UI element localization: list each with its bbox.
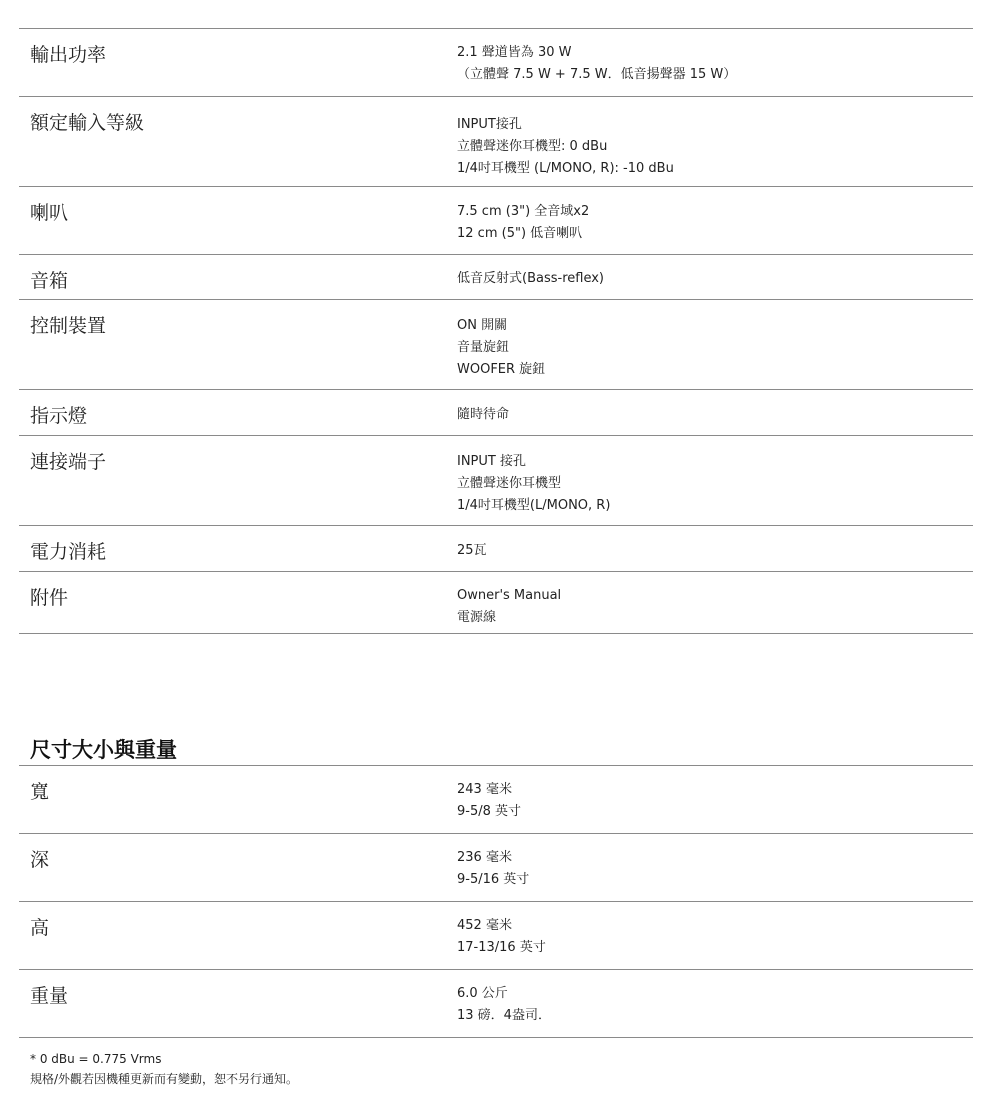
spec-value: [457, 29, 973, 96]
spec-value-line: WOOFER 旋鈕: [457, 362, 546, 377]
spec-value-line: INPUT接孔: [457, 117, 522, 132]
dimensions-table: [19, 766, 973, 1038]
spec-value: [457, 300, 973, 389]
spec-value: [457, 97, 973, 186]
spec-label: 額定輸入等級: [30, 112, 145, 134]
specs-table: [19, 29, 973, 634]
spec-value-line: 音量旋鈕: [457, 340, 510, 355]
dimension-value-line: 17-13/16 英寸: [457, 940, 546, 955]
spec-label: 指示燈: [30, 405, 88, 427]
dimension-value: [457, 970, 973, 1037]
spec-value: [457, 187, 973, 254]
spec-row-output-power: [19, 29, 973, 97]
spec-label: 控制裝置: [30, 315, 107, 337]
spec-value-line: ON 開關: [457, 318, 508, 333]
dimension-value-line: 9-5/16 英寸: [457, 872, 530, 887]
spec-value: [457, 436, 973, 525]
dimension-value-line: 6.0 公斤: [457, 986, 508, 1001]
spec-row-accessories: [19, 572, 973, 634]
dimension-value-line: 243 毫米: [457, 782, 512, 797]
dimension-value-line: 9-5/8 英寸: [457, 804, 522, 819]
spec-label: 連接端子: [30, 451, 107, 473]
spec-value-line: 立體聲迷你耳機型: 0 dBu: [457, 139, 608, 154]
dimension-value: [457, 834, 973, 901]
spec-value-line: 7.5 cm (3") 全音域x2: [457, 204, 590, 219]
spec-value-line: 立體聲迷你耳機型: [457, 476, 562, 491]
spec-value-line: 低音反射式(Bass-reflex): [457, 271, 604, 286]
spec-row-controls: [19, 300, 973, 390]
spec-value: [457, 526, 973, 571]
dimension-row-depth: [19, 834, 973, 902]
spec-label: 附件: [30, 587, 69, 609]
spec-row-indicator: [19, 390, 973, 436]
dimension-value-line: 452 毫米: [457, 918, 512, 933]
dimension-label: 寬: [30, 781, 50, 803]
dimensions-section-title: 尺寸大小與重量: [30, 738, 177, 762]
dimension-label: 重量: [30, 985, 69, 1007]
dimension-value-line: 13 磅．4盎司．: [457, 1008, 551, 1023]
dimension-label: 高: [30, 917, 50, 939]
spec-value-line: 隨時待命: [457, 407, 510, 422]
spec-value-line: Owner's Manual: [457, 588, 562, 603]
spec-value-line: 電源線: [457, 610, 497, 625]
spec-value-line: 2.1 聲道皆為 30 W: [457, 45, 572, 60]
dimension-value: [457, 902, 973, 969]
spec-label: 電力消耗: [30, 541, 107, 563]
spec-value-line: （立體聲 7.5 W + 7.5 W．低音揚聲器 15 W）: [457, 67, 737, 82]
spec-value-line: 1/4吋耳機型(L/MONO, R): [457, 498, 611, 513]
footnotes: [30, 1049, 298, 1089]
spec-label: 輸出功率: [30, 44, 107, 66]
spec-value: [457, 572, 973, 633]
dimension-label: 深: [30, 849, 50, 871]
dimension-value: [457, 766, 973, 833]
dimension-row-width: [19, 766, 973, 834]
dimension-value-line: 236 毫米: [457, 850, 512, 865]
footnote-disclaimer: 規格/外觀若因機種更新而有變動，恕不另行通知。: [30, 1072, 299, 1086]
spec-value-line: INPUT 接孔: [457, 454, 526, 469]
spec-label: 喇叭: [30, 202, 69, 224]
spec-value-line: 25瓦: [457, 543, 487, 558]
spec-row-input-level: [19, 97, 973, 187]
footnote-dbu: * 0 dBu = 0.775 Vrms: [30, 1052, 162, 1066]
spec-value: [457, 255, 973, 299]
spec-row-speakers: [19, 187, 973, 255]
spec-row-power-consumption: [19, 526, 973, 572]
spec-row-enclosure: [19, 255, 973, 300]
spec-row-connectors: [19, 436, 973, 526]
dimension-row-weight: [19, 970, 973, 1038]
spec-value-line: 1/4吋耳機型 (L/MONO, R): -10 dBu: [457, 161, 674, 176]
spec-value-line: 12 cm (5") 低音喇叭: [457, 226, 583, 241]
spec-label: 音箱: [30, 270, 69, 292]
dimension-row-height: [19, 902, 973, 970]
spec-value: [457, 390, 973, 435]
